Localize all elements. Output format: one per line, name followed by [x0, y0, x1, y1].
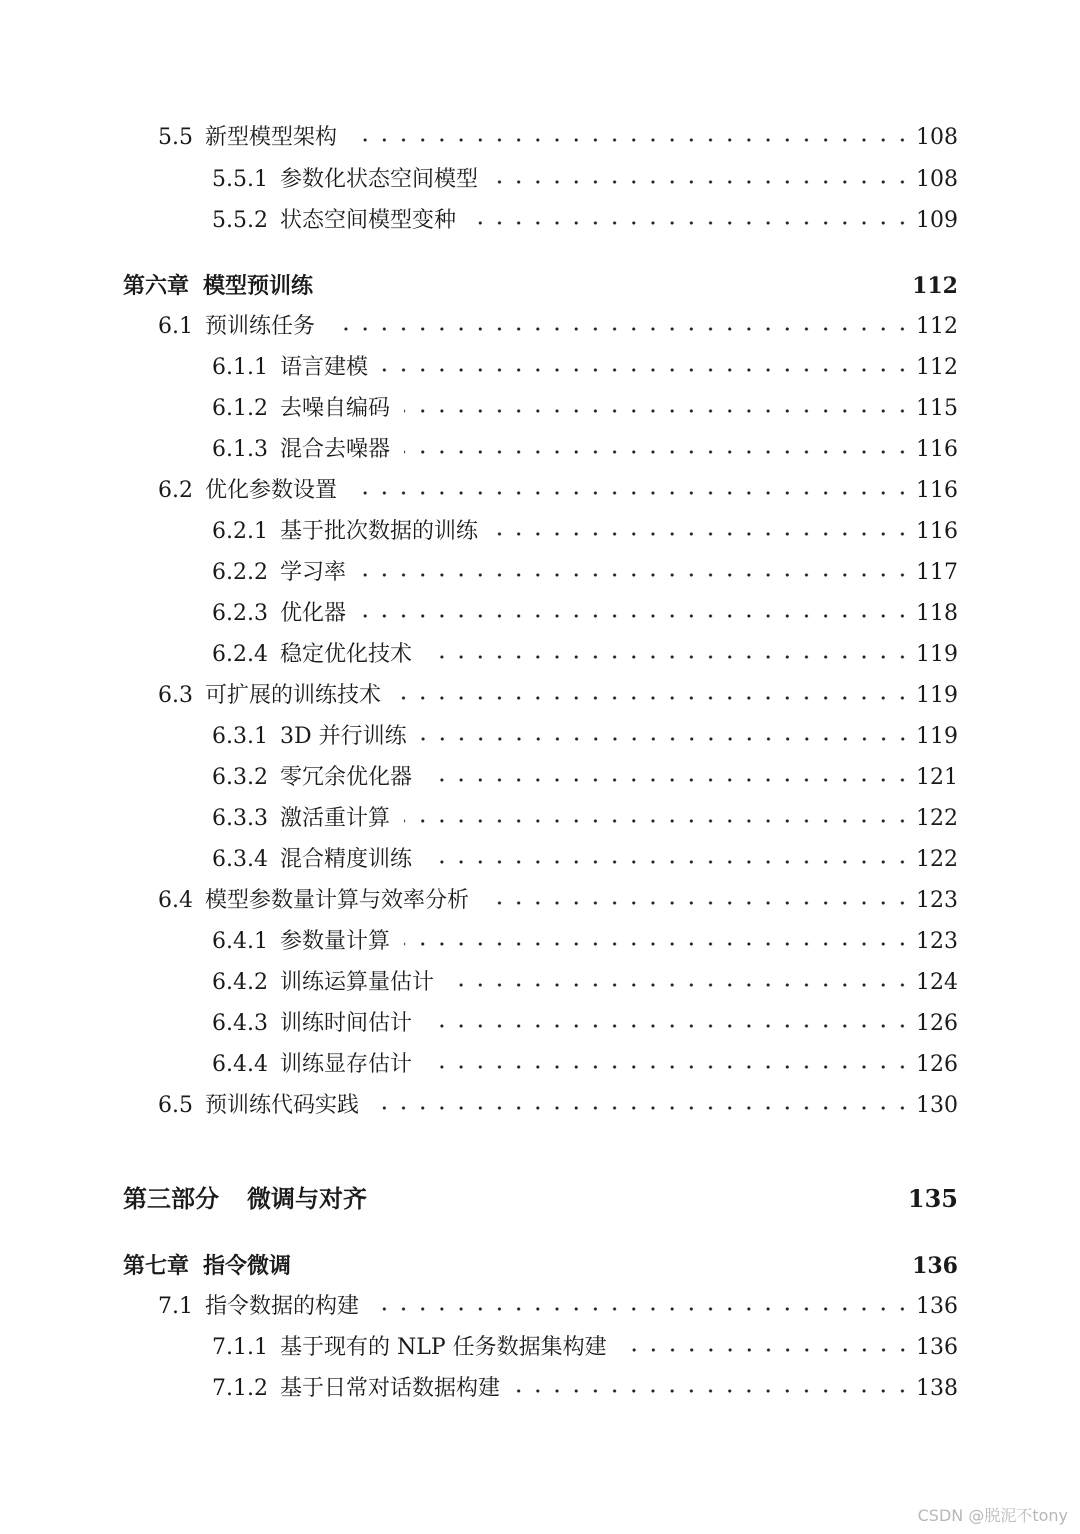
section-number: 5.5: [158, 125, 193, 150]
page-number: 119: [916, 683, 958, 708]
toc-entry-7-1[interactable]: [158, 1291, 958, 1323]
page-number: 108: [916, 167, 958, 192]
section-number: 6.2.4: [212, 642, 268, 667]
section-title: 稳定优化技术: [279, 642, 412, 667]
section-title: 优化器: [279, 601, 346, 626]
section-title: 优化参数设置: [205, 478, 338, 503]
toc-entry-6-2-3[interactable]: [212, 598, 958, 630]
section-title: 预训练代码实践: [205, 1093, 360, 1118]
page-number: 122: [916, 806, 958, 831]
page-number: 124: [916, 970, 958, 995]
toc-entry-6-1-3[interactable]: [212, 434, 958, 466]
section-title: 指令数据的构建: [205, 1294, 360, 1319]
page-number: 122: [916, 847, 958, 872]
toc-entry-6-2-2[interactable]: [212, 557, 958, 589]
section-number: 6.3.1: [212, 724, 268, 749]
dot-leader: [426, 1065, 912, 1069]
section-title: 学习率: [279, 560, 346, 585]
section-title: 预训练任务: [205, 314, 316, 339]
section-number: 6.2.3: [212, 601, 268, 626]
dot-leader: [492, 532, 912, 536]
toc-entry-6-1-1[interactable]: [212, 352, 958, 384]
page-number: 117: [916, 560, 958, 585]
toc-entry-7-1-2[interactable]: [212, 1373, 958, 1405]
dot-leader: [351, 138, 912, 142]
toc-entry-5-5-2[interactable]: [212, 205, 958, 237]
section-number: 6.1.1: [212, 355, 268, 380]
toc-entry-6-2[interactable]: [158, 475, 958, 507]
dot-leader: [421, 737, 912, 741]
section-number: 5.5.2: [212, 208, 268, 233]
page-number: 115: [916, 396, 958, 421]
page-number: 119: [916, 724, 958, 749]
section-title: 新型模型架构: [205, 125, 338, 150]
toc-chapter-6[interactable]: [123, 270, 958, 302]
page-number: 112: [916, 314, 958, 339]
toc-entry-6-4[interactable]: [158, 885, 958, 917]
chapter-title: 指令微调: [203, 1253, 292, 1279]
section-number: 7.1.2: [212, 1376, 268, 1401]
section-title: 激活重计算: [279, 806, 390, 831]
section-title: 训练显存估计: [279, 1052, 412, 1077]
section-title: 参数量计算: [279, 929, 390, 954]
dot-leader: [483, 901, 912, 905]
page-number: 119: [916, 642, 958, 667]
section-number: 5.5.1: [212, 167, 268, 192]
dot-leader: [404, 450, 912, 454]
section-title: 零冗余优化器: [279, 765, 412, 790]
section-number: 7.1: [158, 1294, 193, 1319]
toc-entry-6-4-3[interactable]: [212, 1008, 958, 1040]
dot-leader: [373, 1307, 912, 1311]
toc-entry-6-1-2[interactable]: [212, 393, 958, 425]
section-number: 6.4.1: [212, 929, 268, 954]
section-title: 混合去噪器: [279, 437, 390, 462]
toc-entry-6-4-2[interactable]: [212, 967, 958, 999]
toc-part-3[interactable]: [123, 1183, 958, 1215]
section-number: 6.2.1: [212, 519, 268, 544]
section-title: 混合精度训练: [279, 847, 412, 872]
section-number: 6.4.4: [212, 1052, 268, 1077]
chapter-number: 第七章: [123, 1253, 190, 1279]
toc-entry-6-5[interactable]: [158, 1090, 958, 1122]
section-title: 3D 并行训练: [279, 724, 407, 749]
section-number: 6.3.2: [212, 765, 268, 790]
section-number: 6.3: [158, 683, 193, 708]
watermark: CSDN @脱泥不tony: [917, 1506, 1068, 1525]
page-number: 130: [916, 1093, 958, 1118]
page-number: 126: [916, 1052, 958, 1077]
dot-leader: [395, 696, 912, 700]
dot-leader: [382, 368, 912, 372]
section-title: 基于日常对话数据构建: [279, 1376, 500, 1401]
page-number: 135: [907, 1184, 958, 1213]
page-number: 116: [916, 519, 958, 544]
page-number: 136: [916, 1294, 958, 1319]
section-number: 6.4.3: [212, 1011, 268, 1036]
toc-entry-6-1[interactable]: [158, 311, 958, 343]
section-title: 状态空间模型变种: [279, 208, 456, 233]
page-number: 123: [916, 888, 958, 913]
section-title: 可扩展的训练技术: [205, 683, 382, 708]
dot-leader: [448, 983, 912, 987]
section-title: 训练运算量估计: [279, 970, 434, 995]
section-number: 6.4: [158, 888, 193, 913]
dot-leader: [360, 614, 912, 618]
dot-leader: [514, 1389, 912, 1393]
toc-entry-6-2-1[interactable]: [212, 516, 958, 548]
section-number: 6.1.3: [212, 437, 268, 462]
part-number: 第三部分: [123, 1184, 219, 1213]
section-number: 6.1: [158, 314, 193, 339]
page-number: 116: [916, 478, 958, 503]
toc-entry-6-3-3[interactable]: [212, 803, 958, 835]
toc-entry-6-3[interactable]: [158, 680, 958, 712]
toc-entry-6-2-4[interactable]: [212, 639, 958, 671]
section-number: 6.2.2: [212, 560, 268, 585]
section-number: 6.3.4: [212, 847, 268, 872]
section-number: 6.2: [158, 478, 193, 503]
section-number: 6.3.3: [212, 806, 268, 831]
dot-leader: [373, 1106, 912, 1110]
page-number: 108: [916, 125, 958, 150]
dot-leader: [351, 491, 912, 495]
chapter-title: 模型预训练: [203, 273, 314, 299]
toc-entry-6-4-1[interactable]: [212, 926, 958, 958]
dot-leader: [621, 1348, 912, 1352]
section-title: 基于批次数据的训练: [279, 519, 478, 544]
dot-leader: [426, 1024, 912, 1028]
toc-entry-5-5[interactable]: [158, 122, 958, 154]
page-number: 126: [916, 1011, 958, 1036]
dot-leader: [404, 942, 912, 946]
dot-leader: [426, 778, 912, 782]
dot-leader: [329, 327, 912, 331]
section-title: 参数化状态空间模型: [279, 167, 478, 192]
toc-entry-6-3-4[interactable]: [212, 844, 958, 876]
section-number: 6.4.2: [212, 970, 268, 995]
page-number: 118: [916, 601, 958, 626]
section-title: 基于现有的 NLP 任务数据集构建: [279, 1335, 607, 1360]
page-number: 109: [916, 208, 958, 233]
page-number: 136: [916, 1335, 958, 1360]
part-title: 微调与对齐: [247, 1184, 367, 1213]
page-number: 123: [916, 929, 958, 954]
section-title: 模型参数量计算与效率分析: [205, 888, 470, 913]
dot-leader: [426, 655, 912, 659]
toc-entry-6-3-2[interactable]: [212, 762, 958, 794]
dot-leader: [404, 819, 912, 823]
toc-chapter-7[interactable]: [123, 1250, 958, 1282]
page-number: 138: [916, 1376, 958, 1401]
dot-leader: [492, 180, 912, 184]
section-number: 6.5: [158, 1093, 193, 1118]
toc-entry-6-4-4[interactable]: [212, 1049, 958, 1081]
section-title: 语言建模: [279, 355, 368, 380]
section-title: 训练时间估计: [279, 1011, 412, 1036]
dot-leader: [360, 573, 912, 577]
toc-entry-5-5-1[interactable]: [212, 164, 958, 196]
section-number: 6.1.2: [212, 396, 268, 421]
page-number: 121: [916, 765, 958, 790]
toc-entry-6-3-1[interactable]: [212, 721, 958, 753]
dot-leader: [404, 409, 912, 413]
page-number: 112: [916, 355, 958, 380]
page-number: 112: [912, 273, 958, 299]
page-number: 116: [916, 437, 958, 462]
dot-leader: [426, 860, 912, 864]
page-number: 136: [912, 1253, 958, 1279]
chapter-number: 第六章: [123, 273, 190, 299]
section-number: 7.1.1: [212, 1335, 268, 1360]
dot-leader: [470, 221, 912, 225]
section-title: 去噪自编码: [279, 396, 390, 421]
toc-entry-7-1-1[interactable]: [212, 1332, 958, 1364]
